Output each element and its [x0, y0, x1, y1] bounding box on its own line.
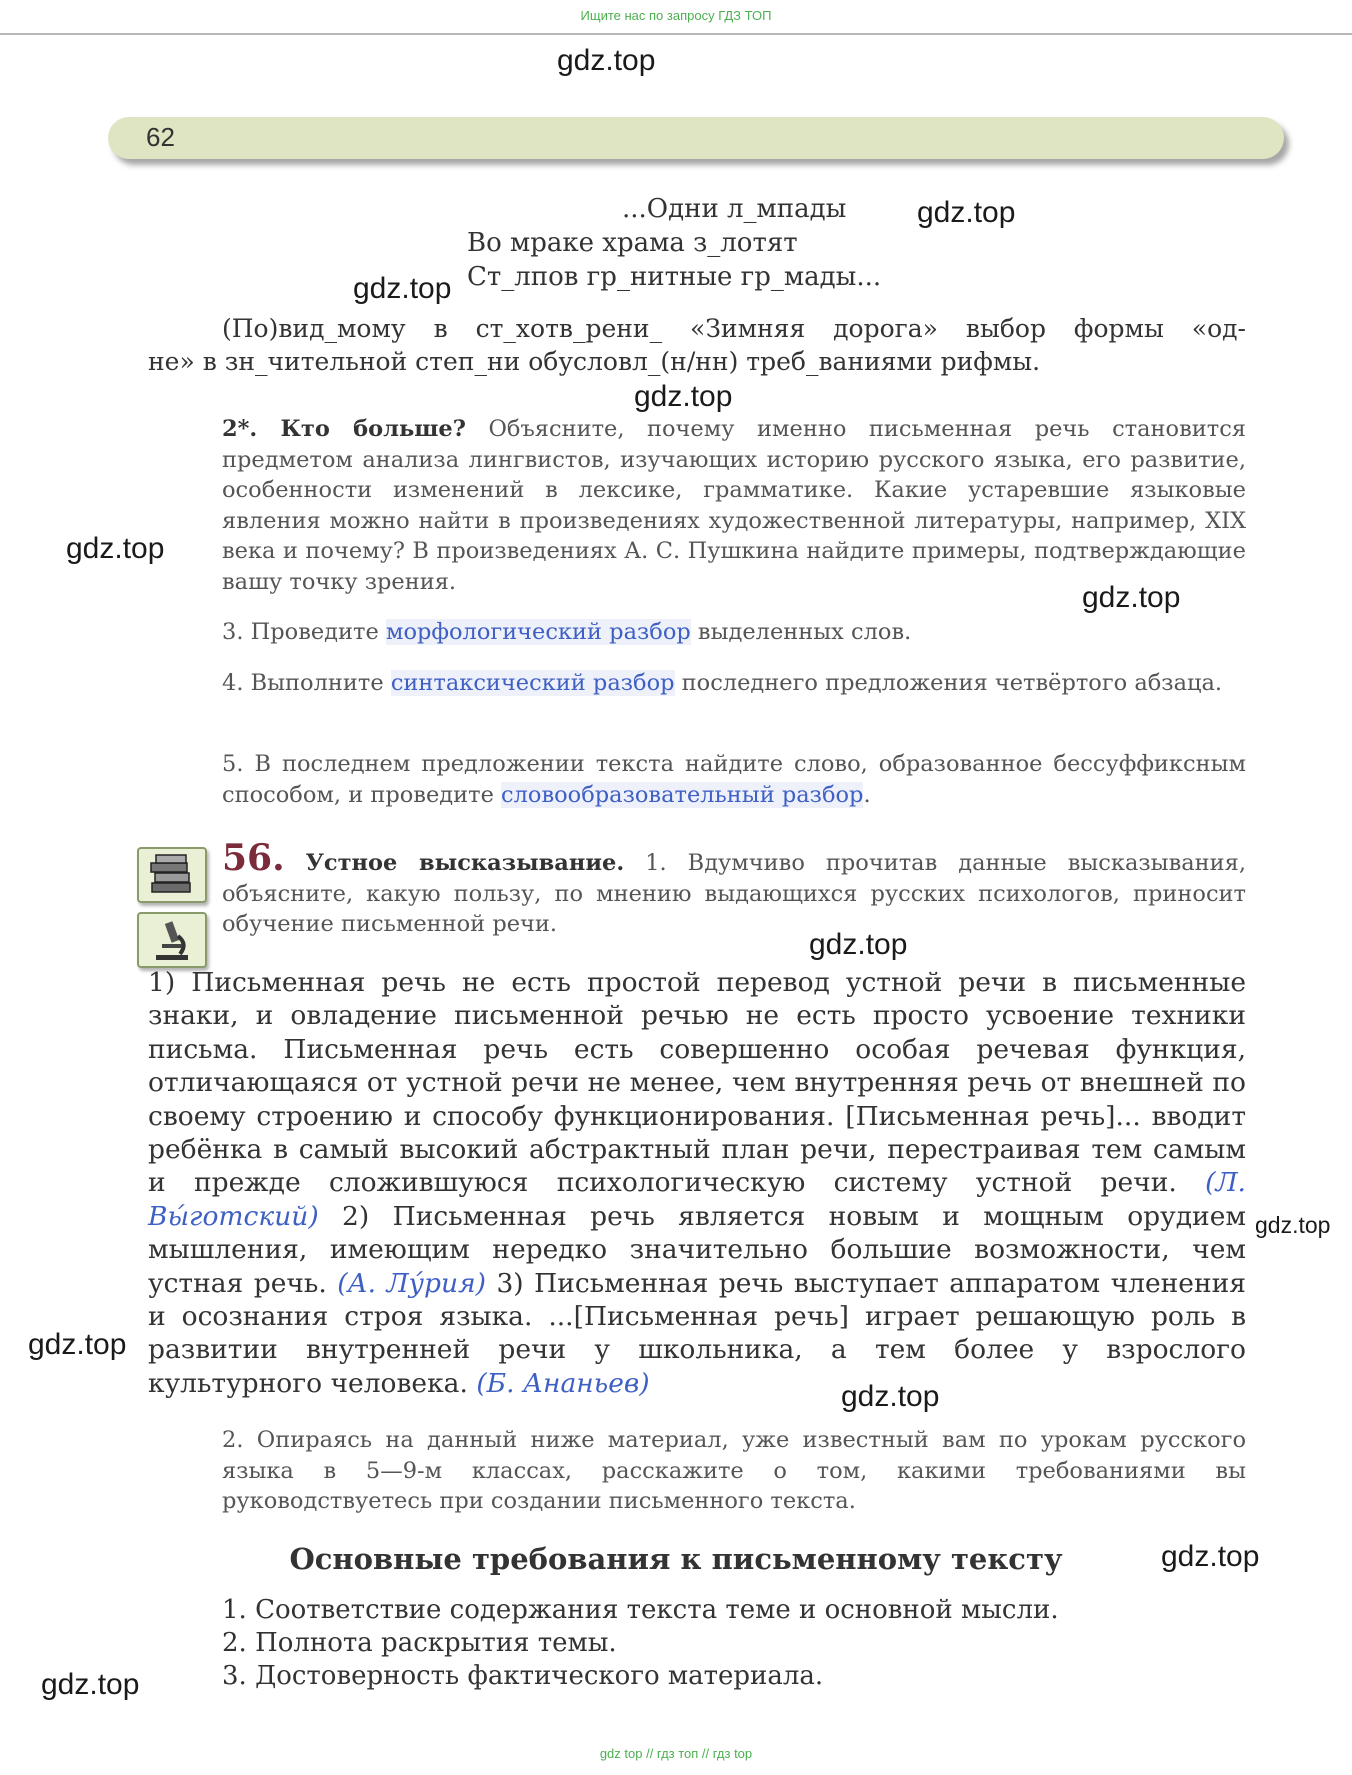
microscope-icon [137, 912, 207, 968]
morphological-analysis-link[interactable]: морфологический разбор [385, 619, 691, 645]
requirement-item: 2. Полнота раскрытия темы. [222, 1628, 617, 1658]
watermark: gdz.top [841, 1380, 940, 1413]
watermark: gdz.top [809, 928, 908, 961]
task-3: 3. Проведите морфологический разбор выделенных слов. [222, 619, 912, 645]
note-line-2: не» в зн_чительной степ_ни обусловл_(н/нн) треб_ваниями рифмы. [148, 347, 1041, 376]
author-ananyev: (Б. Ананьев) [476, 1367, 650, 1399]
section-heading: Основные требования к письменному тексту [289, 1542, 1063, 1576]
exercise-title: Устное высказывание. [305, 850, 625, 876]
poem-line-3: Ст_лпов гр_нитные гр_мады... [467, 262, 882, 292]
author-luria: (А. Лу́рия) [337, 1267, 486, 1299]
exercise-number: 56. [222, 837, 285, 879]
requirement-item: 3. Достоверность фактического материала. [222, 1661, 824, 1691]
watermark: gdz.top [557, 44, 656, 77]
psychologists-quotes: 1) Письменная речь не есть простой перевод устной речи в письменные знаки, и овладение письменной речью не есть просто усвоение техники письма. Письменная речь есть совершенно особая речевая функция, отличающаяся от устной речи не менее, чем внутренняя речь от внешней по своему строению и способу функционирования. [Письменная речь]... вводит ребёнка в самый высокий абстрактный план речи, перестраивая тем самым и прежде сложившуюся психологическую систему устной речи. (Л. Вы́готский) 2) Письменная речь является новым и мощным орудием мышления, имеющим нередко значительно большие возможности, чем устная речь. (А. Лу́рия) 3) Письменная речь выступает аппаратом членения и осознания строя языка. ...[Письменная речь] играет решающую роль в развитии внутренней речи у школьника, а тем более у взрослого культурного человека. (Б. Ананьев) [148, 967, 1247, 1399]
watermark: gdz.top [28, 1328, 127, 1361]
footer-links[interactable]: gdz top // гдз топ // гдз top [599, 1746, 753, 1761]
banner-divider [0, 33, 1352, 35]
watermark: gdz.top [634, 380, 733, 413]
page-number: 62 [146, 122, 175, 152]
requirement-item: 1. Соответствие содержания текста теме и основной мысли. [222, 1595, 1059, 1625]
watermark: gdz.top [1255, 1212, 1331, 1238]
watermark: gdz.top [353, 272, 452, 305]
word-formation-analysis-link[interactable]: словообразовательный разбор [501, 781, 864, 808]
note-line-1: (По)вид_мому в ст_хотв_рени_ «Зимняя дорога» выбор формы «од- [222, 314, 1246, 343]
task-2 [222, 414, 1246, 597]
books-icon [137, 847, 207, 903]
page-header-band [108, 117, 1284, 159]
poem-line-1: ...Одни л_мпады [622, 194, 847, 224]
task-4: 4. Выполните синтаксический разбор последнего предложения четвёртого абзаца. [222, 670, 1223, 696]
task-5: 5. В последнем предложении текста найдите слово, образованное бессуффиксным способом, и проведите словообразовательный разбор. [222, 751, 1246, 808]
watermark: gdz.top [917, 196, 1016, 229]
task-2-text: Объясните, почему именно письменная речь становится предметом анализа лингвистов, изучающих историю русского языка, его развитие, особенности изменений в лексике, грамматике. Какие устаревшие языковые явления можно найти в произведениях художественной литературы, например, XIX века и почему? В произведениях А. С. Пушкина найдите примеры, подтверждающие вашу точку зрения. [222, 416, 1246, 595]
exercise-56-intro [222, 837, 1246, 940]
watermark: gdz.top [1082, 581, 1181, 614]
task-2-label: 2*. Кто больше? [222, 416, 466, 442]
author-vygotsky: (Л. Вы́готский) [148, 1167, 1246, 1232]
poem-line-2: Во мраке храма з_лотят [467, 228, 798, 258]
watermark: gdz.top [41, 1668, 140, 1701]
watermark: gdz.top [1161, 1540, 1260, 1573]
task-56-2: 2. Опираясь на данный ниже материал, уже известный вам по урокам русского языка в 5—9-м классах, расскажите о том, какими требованиями вы руководствуетесь при создании письменного текста. [222, 1427, 1246, 1514]
search-banner[interactable]: Ищите нас по запросу ГДЗ ТОП [580, 8, 772, 23]
watermark: gdz.top [66, 532, 165, 565]
syntactic-analysis-link[interactable]: синтаксический разбор [390, 670, 675, 696]
exercise-text: 1. Вдумчиво прочитав данные высказывания, объясните, какую пользу, по мнению выдающихся русских психологов, приносит обучение письменной речи. [222, 850, 1246, 937]
